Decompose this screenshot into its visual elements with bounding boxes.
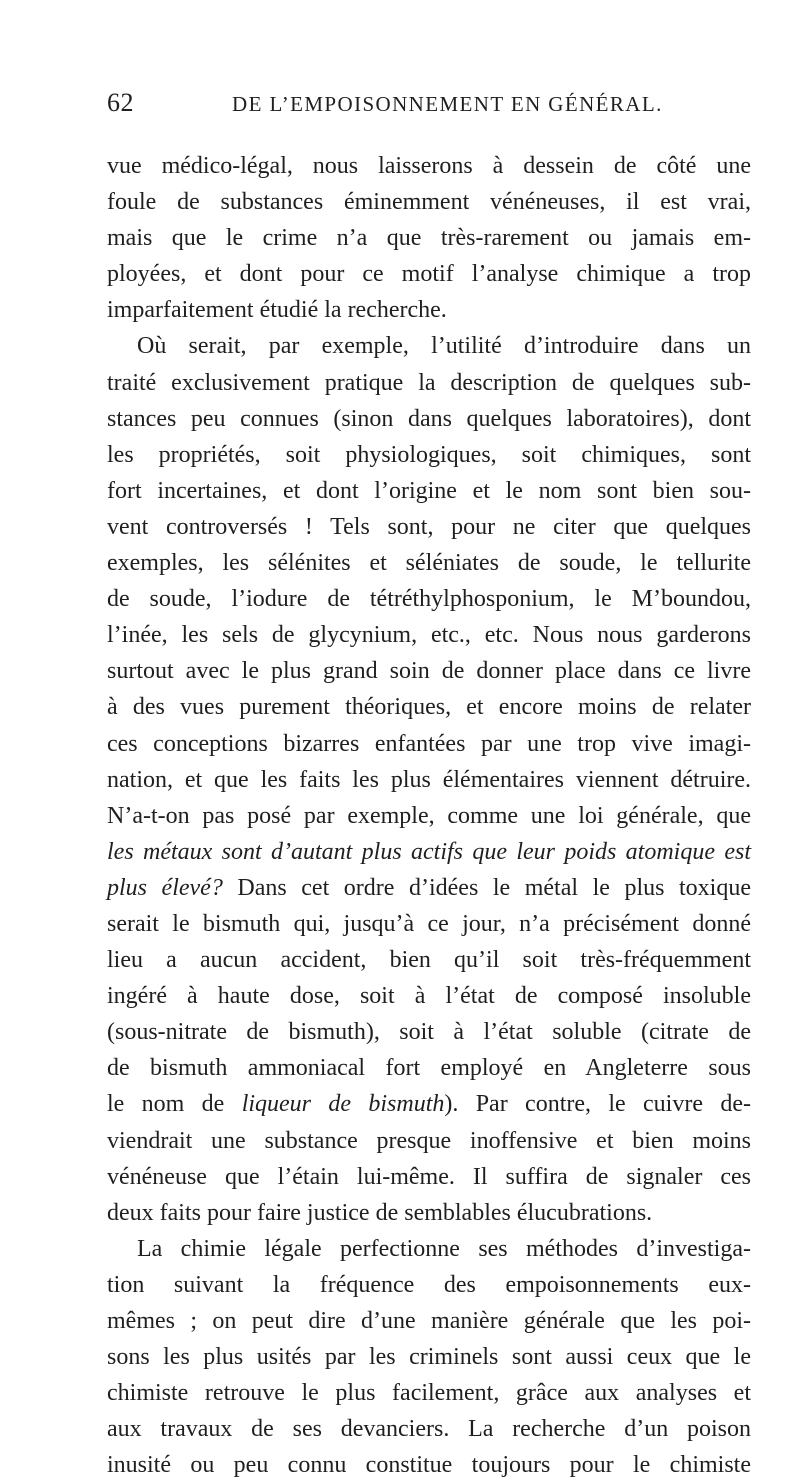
text-line-italic: les métaux sont d’autant plus actifs que leur poids atomique est — [107, 838, 751, 865]
text-line: ces conceptions bizarres enfantées par une trop vive imagi- — [107, 730, 751, 757]
text-line: serait le bismuth qui, jusqu’à ce jour, n’a précisément donné — [107, 910, 751, 937]
page-number: 62 — [107, 88, 134, 117]
text-line: à des vues purement théoriques, et encore moins de relater — [107, 694, 751, 721]
text-fragment: le nom de — [107, 1091, 242, 1118]
text-line — [107, 870, 751, 906]
running-title: DE L’EMPOISONNEMENT EN GÉNÉRAL. — [232, 92, 663, 116]
text-line: imparfaitement étudié la recherche. — [107, 297, 447, 324]
text-line: foule de substances éminemment vénéneuses, il est vrai, — [107, 189, 751, 216]
text-fragment: Dans cet ordre d’idées le métal le plus toxique — [222, 874, 751, 901]
text-line: tion suivant la fréquence des empoisonnements eux- — [107, 1271, 751, 1298]
text-line: exemples, les sélénites et séléniates de soude, le tellurite — [107, 550, 751, 577]
text-line: les propriétés, soit physiologiques, soit chimiques, sont — [107, 441, 751, 468]
text-line: stances peu connues (sinon dans quelques laboratoires), dont — [107, 405, 751, 432]
page-header — [107, 88, 747, 128]
italic-phrase: plus élevé? — [107, 874, 223, 901]
text-line — [107, 1086, 751, 1122]
text-line: fort incertaines, et dont l’origine et le nom sont bien sou- — [107, 477, 751, 504]
text-line: viendrait une substance presque inoffensive et bien moins — [107, 1127, 751, 1154]
text-line: traité exclusivement pratique la description de quelques sub- — [107, 369, 751, 396]
body-text — [107, 148, 751, 1483]
text-line: vénéneuse que l’étain lui-même. Il suffira de signaler ces — [107, 1163, 751, 1190]
text-line: N’a-t-on pas posé par exemple, comme une loi générale, que — [107, 802, 751, 829]
text-line: vue médico-légal, nous laisserons à dessein de côté une — [107, 153, 751, 179]
text-line: vent controversés ! Tels sont, pour ne citer que quelques — [107, 513, 751, 540]
text-line: (sous-nitrate de bismuth), soit à l’état soluble (citrate de — [107, 1019, 751, 1046]
text-line: lieu a aucun accident, bien qu’il soit très-fréquemment — [107, 947, 751, 974]
text-line: ingéré à haute dose, soit à l’état de composé insoluble — [107, 983, 751, 1010]
text-line: mêmes ; on peut dire d’une manière générale que les poi- — [107, 1308, 751, 1334]
text-line: de bismuth ammoniacal fort employé en Angleterre sous — [107, 1055, 751, 1082]
text-line: aux travaux de ses devanciers. La recherche d’un poison — [107, 1416, 751, 1443]
text-line: deux faits pour faire justice de semblables élucubrations. — [107, 1199, 653, 1226]
text-line: sons les plus usités par les criminels sont aussi ceux que le — [107, 1344, 751, 1371]
text-line: l’inée, les sels de glycynium, etc., etc. Nous nous garderons — [107, 622, 751, 649]
text-line: chimiste retrouve le plus facilement, grâce aux analyses et — [107, 1380, 751, 1407]
text-fragment: ). Par contre, le cuivre de- — [444, 1091, 751, 1118]
text-line: de soude, l’iodure de tétréthylphosponium, le M’boundou, — [107, 586, 751, 613]
text-line: Où serait, par exemple, l’utilité d’introduire dans un — [137, 333, 751, 360]
text-line: nation, et que les faits les plus élémentaires viennent détruire. — [107, 766, 751, 793]
text-line: mais que le crime n’a que très-rarement ou jamais em- — [107, 225, 751, 252]
italic-phrase: liqueur de bismuth — [241, 1091, 445, 1118]
text-line: La chimie légale perfectionne ses méthodes d’investiga- — [137, 1235, 751, 1262]
text-line: ployées, et dont pour ce motif l’analyse chimique a trop — [107, 261, 751, 288]
text-line: inusité ou peu connu constitue toujours pour le chimiste — [107, 1452, 751, 1479]
text-line: surtout avec le plus grand soin de donner place dans ce livre — [107, 658, 751, 685]
